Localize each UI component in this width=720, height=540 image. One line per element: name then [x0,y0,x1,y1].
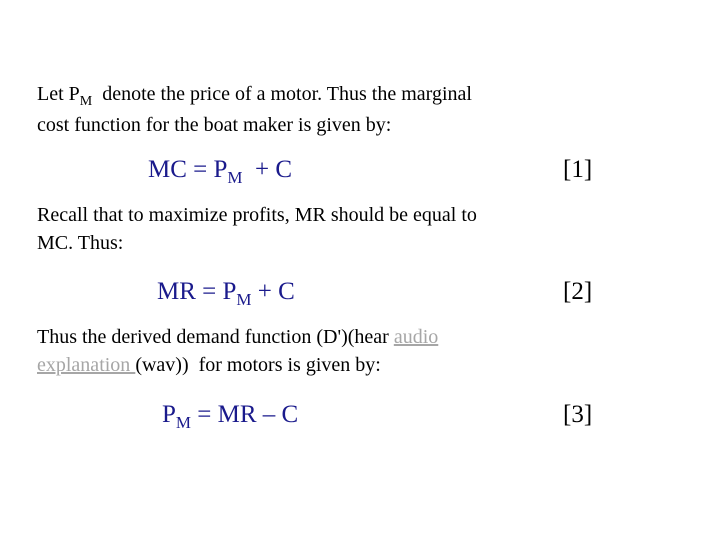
equation-2 [157,277,295,309]
demand-paragraph [37,323,438,379]
intro-subscript: M [79,94,93,109]
equation-1-subscript: M [227,168,243,187]
equation-2-lhs: MR = P [157,278,237,305]
equation-2-number: [2] [563,278,593,305]
equation-1-number: [1] [563,156,593,183]
intro-prefix: Let P [37,83,80,105]
equation-1-lhs: MC = P [148,156,228,183]
audio-link[interactable]: audio [393,326,439,348]
explanation-link[interactable]: explanation [37,354,136,376]
intro-line2: cost function for the boat maker is given by: [37,114,392,136]
equation-3-lhs: P [162,401,176,428]
intro-paragraph [37,80,472,139]
equation-3-subscript: M [175,413,192,432]
recall-line2: MC. Thus: [37,232,124,254]
intro-line1-rest: denote the price of a motor. Thus the marginal [92,83,472,105]
equation-3-rhs: = MR – C [191,401,299,428]
demand-text1: Thus the derived demand function (D')(hear [37,326,394,348]
demand-text2: (wav)) for motors is given by: [135,354,381,376]
recall-line1: Recall that to maximize profits, MR should be equal to [37,204,477,226]
equation-1-rhs: + C [242,156,293,183]
equation-3-number: [3] [563,401,593,428]
equation-3 [162,400,298,432]
recall-paragraph [37,201,477,257]
equation-2-subscript: M [236,290,252,309]
equation-1 [148,155,292,187]
equation-2-rhs: + C [251,278,295,305]
